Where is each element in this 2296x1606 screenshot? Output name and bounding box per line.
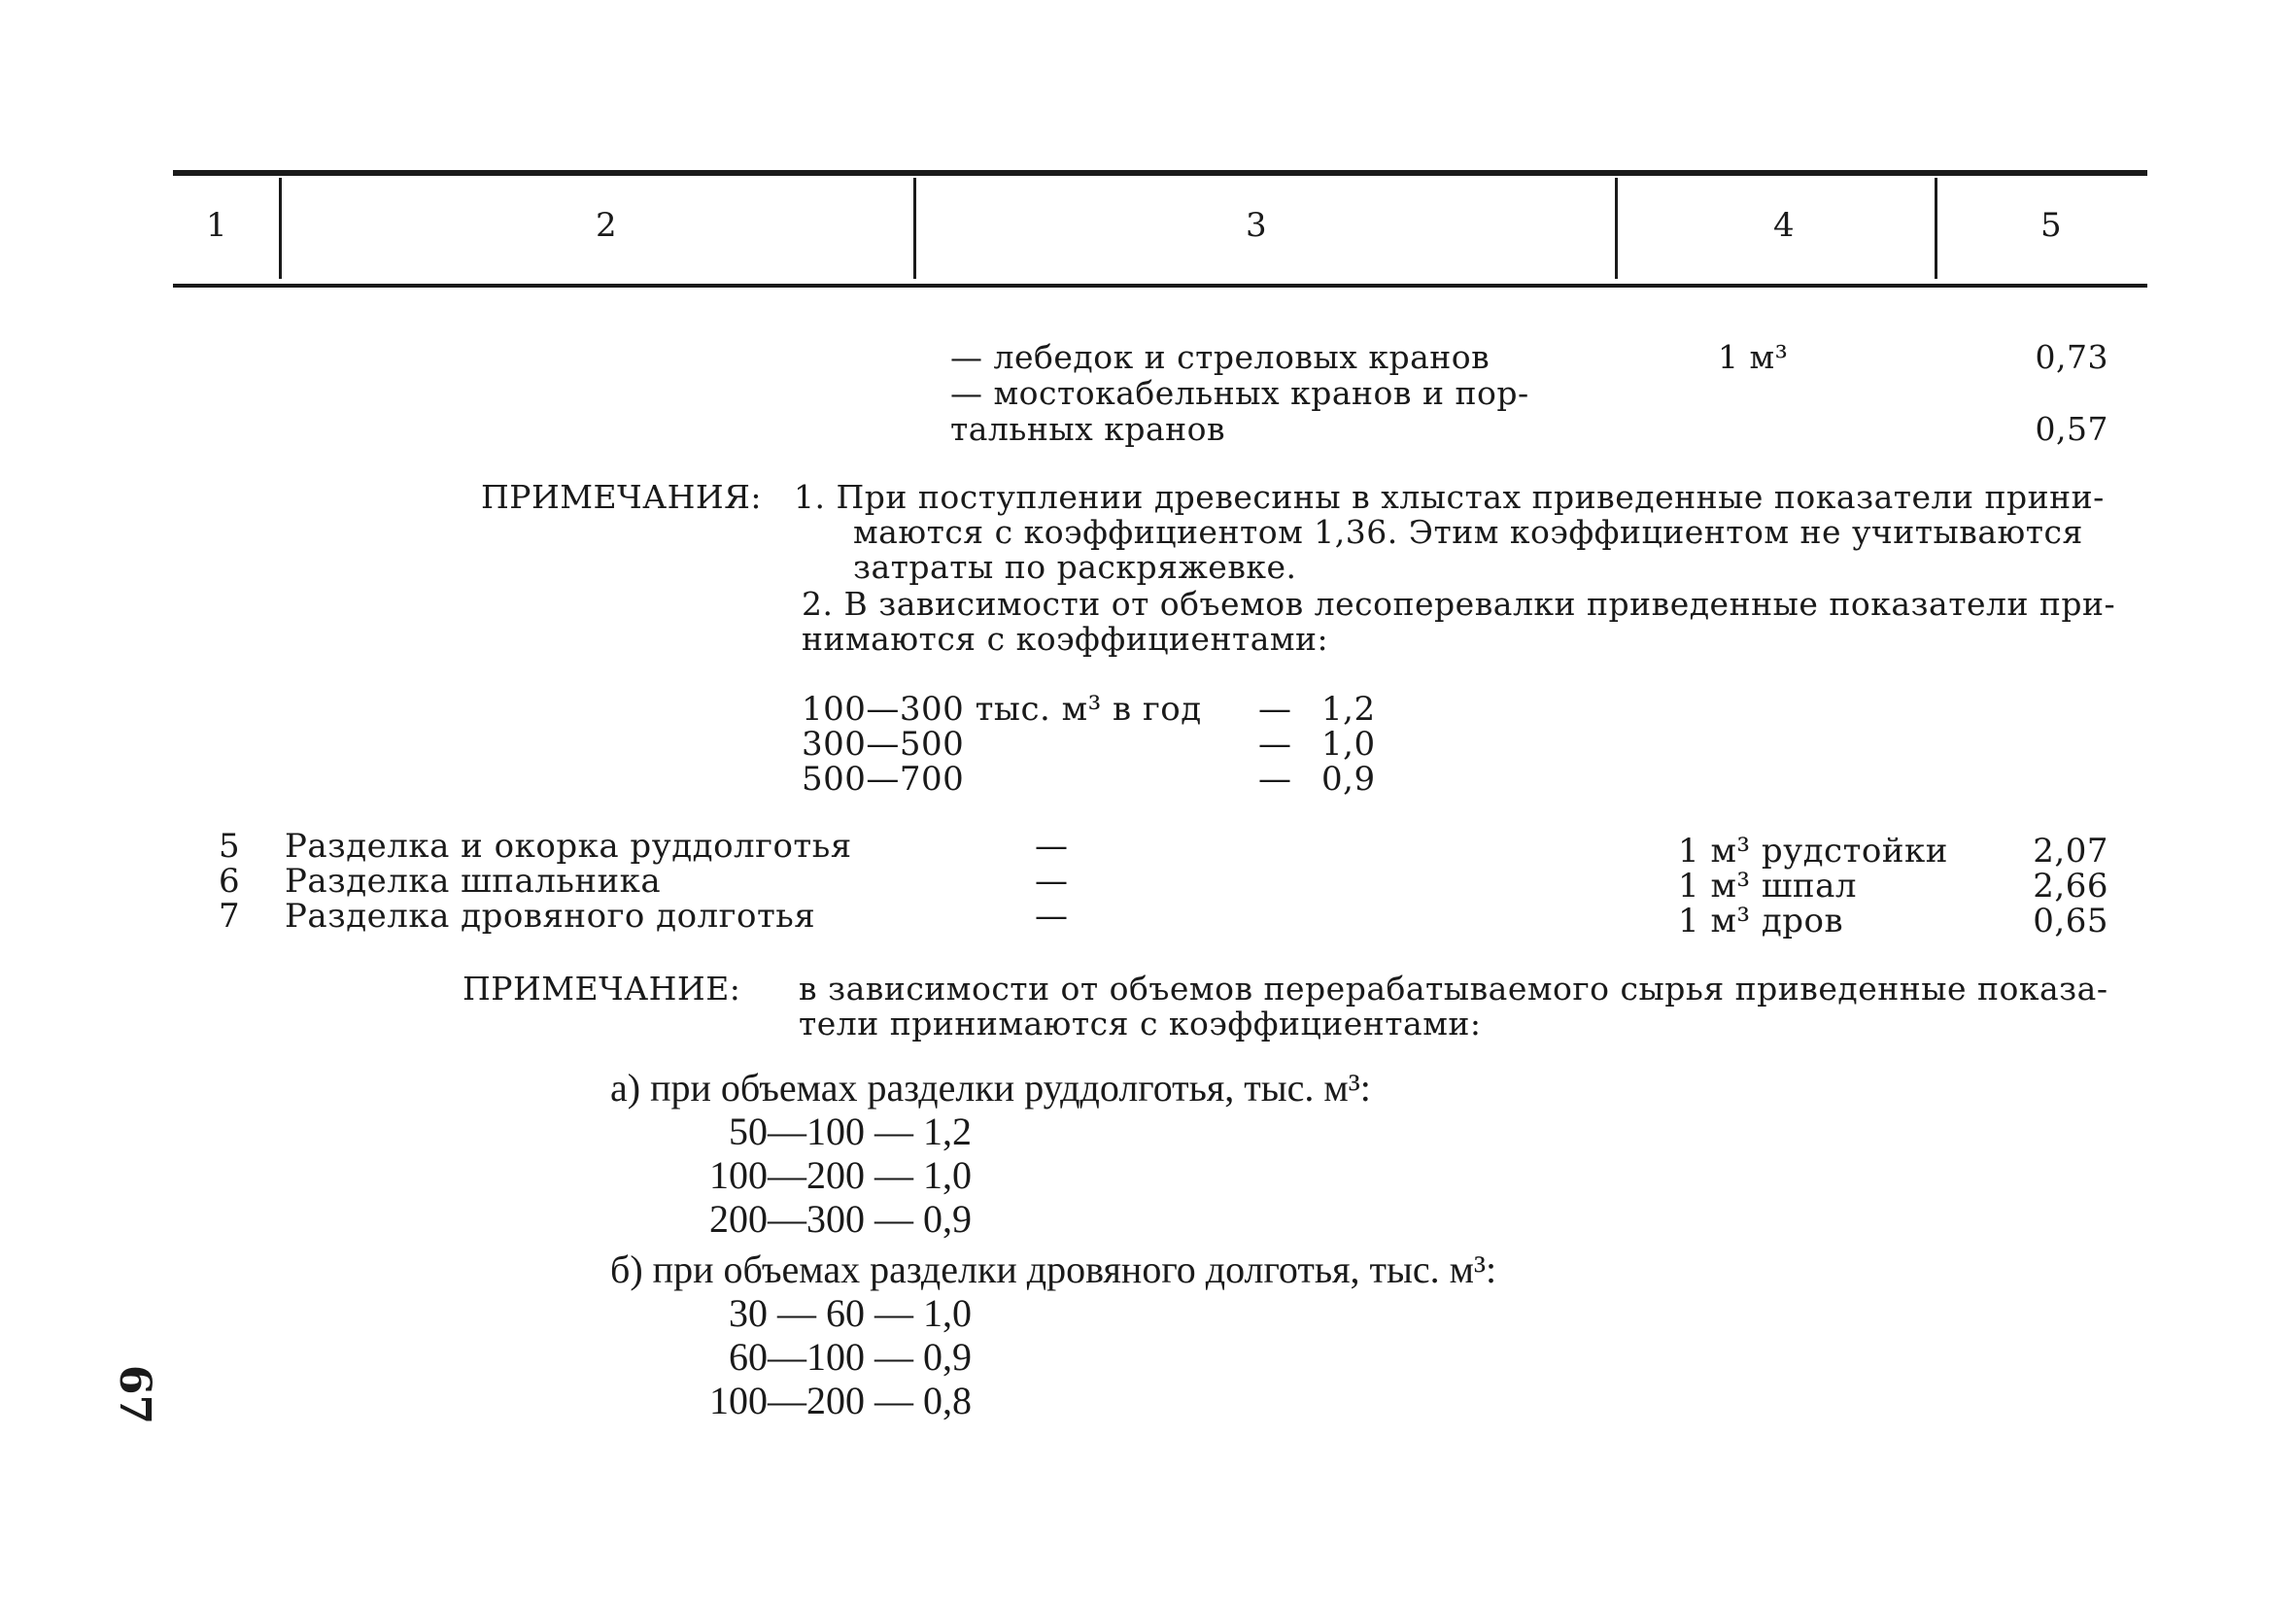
notes1-n1-line1: 1. При поступлении древесины в хлыстах приведенные показатели прини- (794, 478, 2105, 516)
row-6-col3: — (1035, 862, 1069, 901)
header-col-4: 4 (1773, 206, 1795, 245)
row-7-col3: — (1035, 897, 1069, 936)
notes1-n1-line2: маются с коэффициентом 1,36. Этим коэффициентом не учитываются (853, 513, 2083, 551)
notes2-b-title: б) при объемах разделки дровяного долготья, тыс. м³: (610, 1247, 1497, 1291)
coef-value-2: 1,0 (1321, 725, 1376, 764)
header-divider-3 (1615, 178, 1618, 279)
header-divider-4 (1935, 178, 1937, 279)
notes2-a-item-1: 50—100 — 1,2 (729, 1110, 972, 1153)
notes2-a-item-3: 200—300 — 0,9 (709, 1197, 972, 1241)
coef-range-1: 100—300 тыс. м³ в год (802, 690, 1202, 729)
row-5-name: Разделка и окорка руддолготья (285, 827, 852, 866)
notes1-n1-line3: затраты по раскряжевке. (853, 548, 1297, 586)
notes2-b-item-1: 30 — 60 — 1,0 (729, 1291, 972, 1335)
coef-range-2: 300—500 (802, 725, 965, 764)
header-divider-1 (279, 178, 282, 279)
continuation-text-1: — лебедок и стреловых кранов (950, 338, 1491, 376)
header-bottom-rule (173, 284, 2147, 288)
page-number: 67 (110, 1364, 160, 1425)
row-5-value: 2,07 (2033, 832, 2108, 871)
header-col-2: 2 (596, 206, 617, 245)
coef-dash-3: — (1258, 760, 1292, 799)
notes2-line1: в зависимости от объемов перерабатываемого сырья приведенные показа- (799, 970, 2108, 1008)
row-7-name: Разделка дровяного долготья (285, 897, 816, 936)
row-6-num: 6 (219, 862, 241, 901)
notes2-a-title: а) при объемах разделки руддолготья, тыс. м³: (610, 1066, 1371, 1110)
header-top-rule (173, 170, 2147, 176)
coef-range-3: 500—700 (802, 760, 965, 799)
row-5-num: 5 (219, 827, 241, 866)
row-7-unit: 1 м³ дров (1678, 902, 1844, 940)
notes2-label: ПРИМЕЧАНИЕ: (463, 970, 741, 1008)
row-6-unit: 1 м³ шпал (1678, 867, 1857, 906)
notes2-b-item-2: 60—100 — 0,9 (729, 1335, 972, 1379)
coef-dash-1: — (1258, 690, 1292, 729)
notes2-a-item-2: 100—200 — 1,0 (709, 1153, 972, 1197)
coef-value-3: 0,9 (1321, 760, 1376, 799)
row-6-name: Разделка шпальника (285, 862, 662, 901)
row-5-unit: 1 м³ рудстойки (1678, 832, 1948, 871)
continuation-value-1: 0,73 (2035, 338, 2108, 376)
continuation-text-2: — мостокабельных кранов и пор- (950, 374, 1529, 412)
notes1-n2-line2: нимаются с коэффициентами: (802, 620, 1329, 658)
row-7-num: 7 (219, 897, 241, 936)
notes2-b-item-3: 100—200 — 0,8 (709, 1379, 972, 1422)
header-divider-2 (913, 178, 916, 279)
header-col-3: 3 (1246, 206, 1267, 245)
notes2-line2: тели принимаются с коэффициентами: (799, 1005, 1482, 1042)
row-5-col3: — (1035, 827, 1069, 866)
notes1-label: ПРИМЕЧАНИЯ: (481, 478, 762, 516)
row-7-value: 0,65 (2033, 902, 2108, 940)
continuation-unit-1: 1 м³ (1718, 338, 1789, 376)
notes1-n2-line1: 2. В зависимости от объемов лесоперевалки приведенные показатели при- (802, 585, 2116, 623)
continuation-text-3: тальных кранов (950, 410, 1226, 448)
continuation-value-3: 0,57 (2035, 410, 2108, 448)
header-col-5: 5 (2040, 206, 2062, 245)
header-col-1: 1 (206, 206, 227, 245)
coef-value-1: 1,2 (1321, 690, 1376, 729)
row-6-value: 2,66 (2033, 867, 2108, 906)
coef-dash-2: — (1258, 725, 1292, 764)
